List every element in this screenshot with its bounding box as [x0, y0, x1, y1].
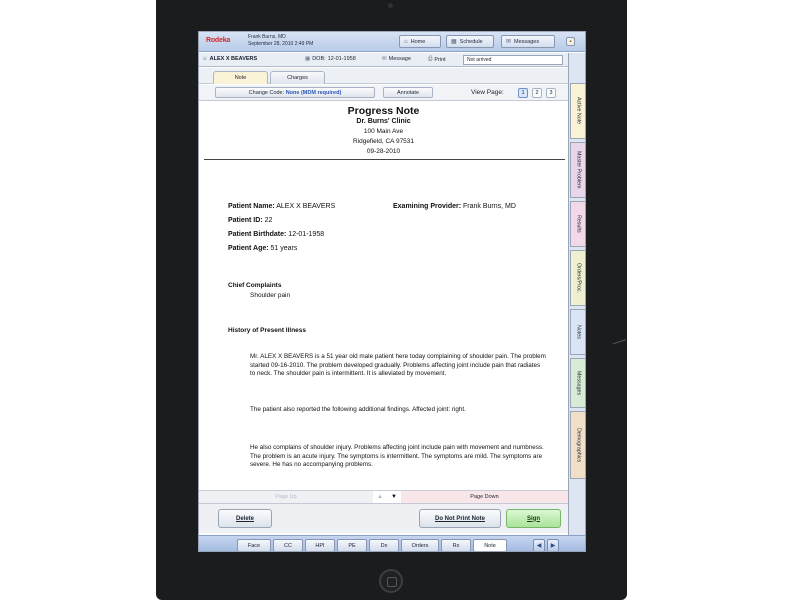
print-label: Print — [434, 56, 446, 63]
change-code-button[interactable] — [215, 87, 375, 98]
patient-bar-name: ALEX X BEAVERS — [209, 56, 258, 62]
hpi-paragraph-3: He also complains of shoulder injury. Problems affecting joint include pain with movement and numbness. The problem is an acute injury. The symptoms is intermittent. The symptoms are mild. The symptoms are severe. He has no accompanying problems. — [250, 444, 544, 469]
divider — [204, 159, 565, 160]
patient-name-cell[interactable] — [202, 56, 257, 62]
do-not-print-button[interactable]: Do Not Print Note — [419, 509, 501, 528]
birthdate-label: Patient Birthdate: — [228, 231, 287, 238]
page-1-button[interactable]: 1 — [518, 88, 528, 98]
change-code-label: Change Code: — [248, 89, 285, 96]
tab-charges[interactable]: Charges — [270, 71, 325, 84]
chief-complaint: Shoulder pain — [250, 292, 291, 299]
current-datetime: September 28, 2010 2:49 PM — [248, 41, 314, 47]
print-button[interactable] — [428, 56, 446, 63]
age-label: Patient Age: — [228, 245, 269, 252]
side-tab-label: Results — [575, 215, 582, 233]
schedule-button[interactable] — [446, 35, 494, 48]
camera-icon — [388, 3, 393, 8]
side-tab-label: Demographics — [575, 427, 582, 463]
message-button[interactable] — [382, 56, 411, 62]
bottom-tab-face[interactable]: Face — [237, 539, 271, 552]
schedule-label: Schedule — [459, 38, 483, 45]
patient-id-value: 22 — [264, 217, 273, 224]
side-tab-strip — [568, 53, 586, 535]
nav-back-icon[interactable]: ◀ — [533, 539, 545, 552]
side-tab-results[interactable] — [570, 201, 586, 247]
page-down-button[interactable]: Page Down — [401, 491, 568, 503]
home-icon: ⌂ — [404, 38, 408, 45]
tab-note[interactable]: Note — [213, 71, 268, 84]
side-tab-messages[interactable] — [570, 358, 586, 408]
bottom-tab-rx[interactable]: Rx — [441, 539, 471, 552]
app-screen — [198, 31, 586, 552]
calendar-icon: ▦ — [305, 56, 311, 62]
top-header — [199, 32, 586, 52]
change-code-value: None (MDM required) — [285, 89, 342, 96]
annotate-button[interactable]: Annotate — [383, 87, 433, 98]
hpi-paragraph-2: The patient also reported the following additional findings. Affected joint: right. — [250, 406, 466, 413]
messages-button[interactable] — [501, 35, 555, 48]
side-tab-label: Orders/Proc. — [575, 262, 582, 294]
examining-provider-field — [393, 203, 516, 210]
bottom-tab-hpi[interactable]: HPI — [305, 539, 335, 552]
note-date: 09-28-2010 — [366, 148, 401, 155]
side-tab-label: Active Note — [575, 97, 582, 125]
hpi-paragraph-1: Mr. ALEX X BEAVERS is a 51 year old male patient here today complaining of shoulder pain. The problem started 09-16-2010. The problem developed gradually. Problems affecting joint include pain that radiates to neck. The shoulder pain is intermittent. It is alleviated by movement. — [250, 353, 546, 378]
delete-button[interactable]: Delete — [218, 509, 272, 528]
sign-button[interactable]: Sign — [506, 509, 561, 528]
down-arrow-icon[interactable]: ▼ — [391, 494, 397, 500]
side-tab-master-problem[interactable] — [570, 142, 586, 198]
patient-name-value: ALEX X BEAVERS — [276, 203, 336, 210]
printer-icon: ⎙ — [428, 56, 433, 62]
examining-provider-value: Frank Burns, MD — [463, 203, 516, 210]
bottom-tab-cc[interactable]: CC — [273, 539, 303, 552]
patient-id-field — [228, 217, 272, 224]
page-3-button[interactable]: 3 — [546, 88, 556, 98]
dob-cell — [305, 56, 356, 62]
page-2-button[interactable]: 2 — [532, 88, 542, 98]
clinic-address: 100 Main Ave — [363, 128, 404, 135]
home-button[interactable] — [399, 35, 441, 48]
birthdate-field — [228, 231, 324, 238]
hpi-heading: History of Present Illness — [228, 327, 307, 334]
side-tab-orders-proc[interactable] — [570, 250, 586, 306]
view-page-label: View Page: — [471, 89, 504, 96]
side-tab-label: Messages — [575, 370, 582, 396]
provider-name: Frank Burns, MD — [248, 34, 286, 40]
up-arrow-icon[interactable]: ▲ — [377, 494, 383, 500]
messages-label: Messages — [514, 38, 540, 45]
home-label: Home — [410, 38, 426, 45]
patient-name-label: Patient Name: — [228, 203, 275, 210]
birthdate-value: 12-01-1958 — [288, 231, 325, 238]
clinic-name: Dr. Burns' Clinic — [356, 118, 411, 125]
person-icon: ☺ — [202, 56, 208, 62]
note-title: Progress Note — [347, 105, 420, 117]
side-tab-label: Master Problem — [575, 151, 582, 189]
action-bar — [199, 503, 568, 533]
patient-bar — [199, 53, 568, 67]
envelope-icon: ✉ — [506, 39, 512, 45]
note-toolbar — [199, 85, 568, 101]
pager — [199, 490, 568, 503]
arrival-status[interactable]: Not arrived — [463, 55, 563, 65]
patient-id-label: Patient ID: — [228, 217, 263, 224]
calendar-icon: ▦ — [451, 39, 457, 45]
tab-row — [199, 68, 568, 84]
chief-complaints-heading: Chief Complaints — [228, 282, 282, 289]
bottom-nav — [199, 535, 586, 552]
side-tab-active-note[interactable] — [570, 83, 586, 139]
side-tab-label: Notes — [575, 325, 582, 339]
age-field — [228, 245, 297, 252]
bottom-tab-pe[interactable]: PE — [337, 539, 367, 552]
bottom-tab-note[interactable]: Note — [473, 539, 507, 552]
message-label: Message — [388, 56, 411, 62]
nav-forward-icon[interactable]: ▶ — [547, 539, 559, 552]
bottom-tab-orders[interactable]: Orders — [401, 539, 439, 552]
dob-label: DOB: — [312, 56, 326, 62]
page-up-button[interactable]: Page Up — [199, 491, 373, 503]
home-hardware-button[interactable] — [379, 569, 403, 593]
side-tab-demographics[interactable] — [570, 411, 586, 479]
clinic-city: Ridgefield, CA 97531 — [352, 138, 415, 145]
age-value: 51 years — [270, 245, 298, 252]
bottom-tab-dx[interactable]: Dx — [369, 539, 399, 552]
dob-value: 12-01-1958 — [327, 56, 356, 62]
provider-info — [248, 34, 313, 48]
side-tab-notes[interactable] — [570, 309, 586, 355]
lock-icon[interactable]: ▪ — [566, 37, 575, 46]
examining-provider-label: Examining Provider: — [393, 203, 462, 210]
app-logo: Rodeka — [206, 37, 231, 44]
envelope-icon: ✉ — [382, 56, 387, 62]
patient-name-field — [228, 203, 335, 210]
progress-note — [199, 102, 568, 490]
